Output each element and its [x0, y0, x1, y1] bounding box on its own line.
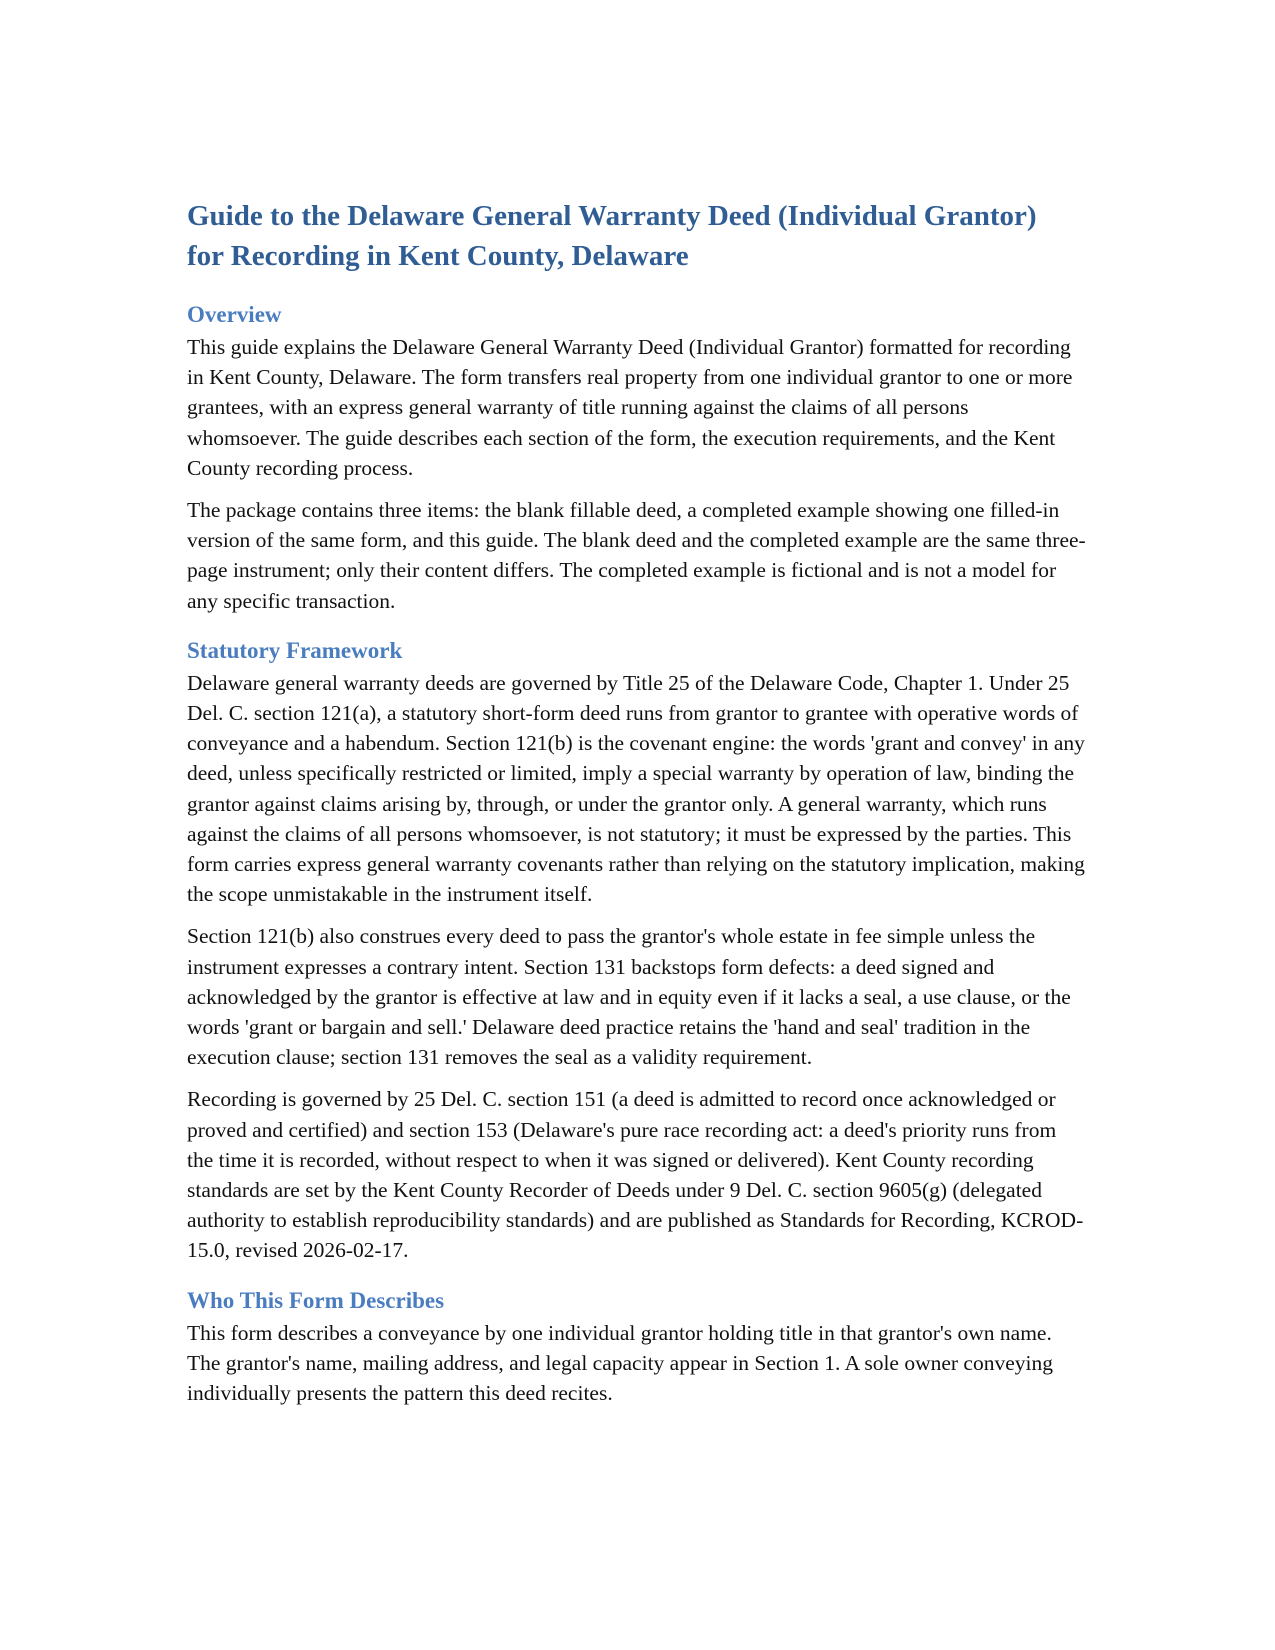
- section-who-this-form-describes: [187, 1286, 1087, 1409]
- document-title-line-1: Guide to the Delaware General Warranty Deed (Individual Grantor): [187, 200, 1037, 232]
- section-overview: [187, 300, 1087, 616]
- document-title-line-2: for Recording in Kent County, Delaware: [187, 240, 689, 272]
- paragraph: Recording is governed by 25 Del. C. section 151 (a deed is admitted to record once acknowledged or proved and certified) and section 153 (Delaware's pure race recording act: a deed's priority runs from the time it is recorded, without respect to when it was signed or delivered). Kent County recording standards are set by the Kent County Recorder of Deeds under 9 Del. C. section 9605(g) (delegated authority to establish reproducibility standards) and are published as Standards for Recording, KCROD-15.0, revised 2026-02-17.: [187, 1087, 1084, 1263]
- paragraph: This guide explains the Delaware General Warranty Deed (Individual Grantor) formatted for recording in Kent County, Delaware. The form transfers real property from one individual grantor to one or more grantees, with an express general warranty of title running against the claims of all persons whomsoever. The guide describes each section of the form, the execution requirements, and the Kent County recording process.: [187, 335, 1073, 480]
- paragraph: This form describes a conveyance by one individual grantor holding title in that grantor's own name. The grantor's name, mailing address, and legal capacity appear in Section 1. A sole owner conveying individually presents the pattern this deed recites.: [187, 1320, 1053, 1406]
- section-statutory-framework: [187, 636, 1087, 1266]
- document-title: [187, 196, 1087, 276]
- paragraph: Delaware general warranty deeds are governed by Title 25 of the Delaware Code, Chapter 1. Under 25 Del. C. section 121(a), a statutory short-form deed runs from grantor to grantee with operative words of conveyance and a habendum. Section 121(b) is the covenant engine: the words 'grant and convey' in any deed, unless specifically restricted or limited, imply a special warranty by operation of law, binding the grantor against claims arising by, through, or under the grantor only. A general warranty, which runs against the claims of all persons whomsoever, is not statutory; it must be expressed by the parties. This form carries express general warranty covenants rather than relying on the statutory implication, making the scope unmistakable in the instrument itself.: [187, 670, 1085, 907]
- section-heading-overview: Overview: [187, 302, 282, 327]
- paragraph: The package contains three items: the blank fillable deed, a completed example showing one filled-in version of the same form, and this guide. The blank deed and the completed example are the same three-page instrument; only their content differs. The completed example is fictional and is not a model for any specific transaction.: [187, 498, 1086, 613]
- document-page: [187, 196, 1087, 1408]
- section-heading-who-this-form-describes: Who This Form Describes: [187, 1287, 445, 1313]
- section-heading-statutory-framework: Statutory Framework: [187, 637, 403, 663]
- paragraph: Section 121(b) also construes every deed to pass the grantor's whole estate in fee simple unless the instrument expresses a contrary intent. Section 131 backstops form defects: a deed signed and acknowledged by the grantor is effective at law and in equity even if it lacks a seal, a use clause, or the words 'grant or bargain and sell.' Delaware deed practice retains the 'hand and seal' tradition in the execution clause; section 131 removes the seal as a validity requirement.: [187, 924, 1071, 1070]
